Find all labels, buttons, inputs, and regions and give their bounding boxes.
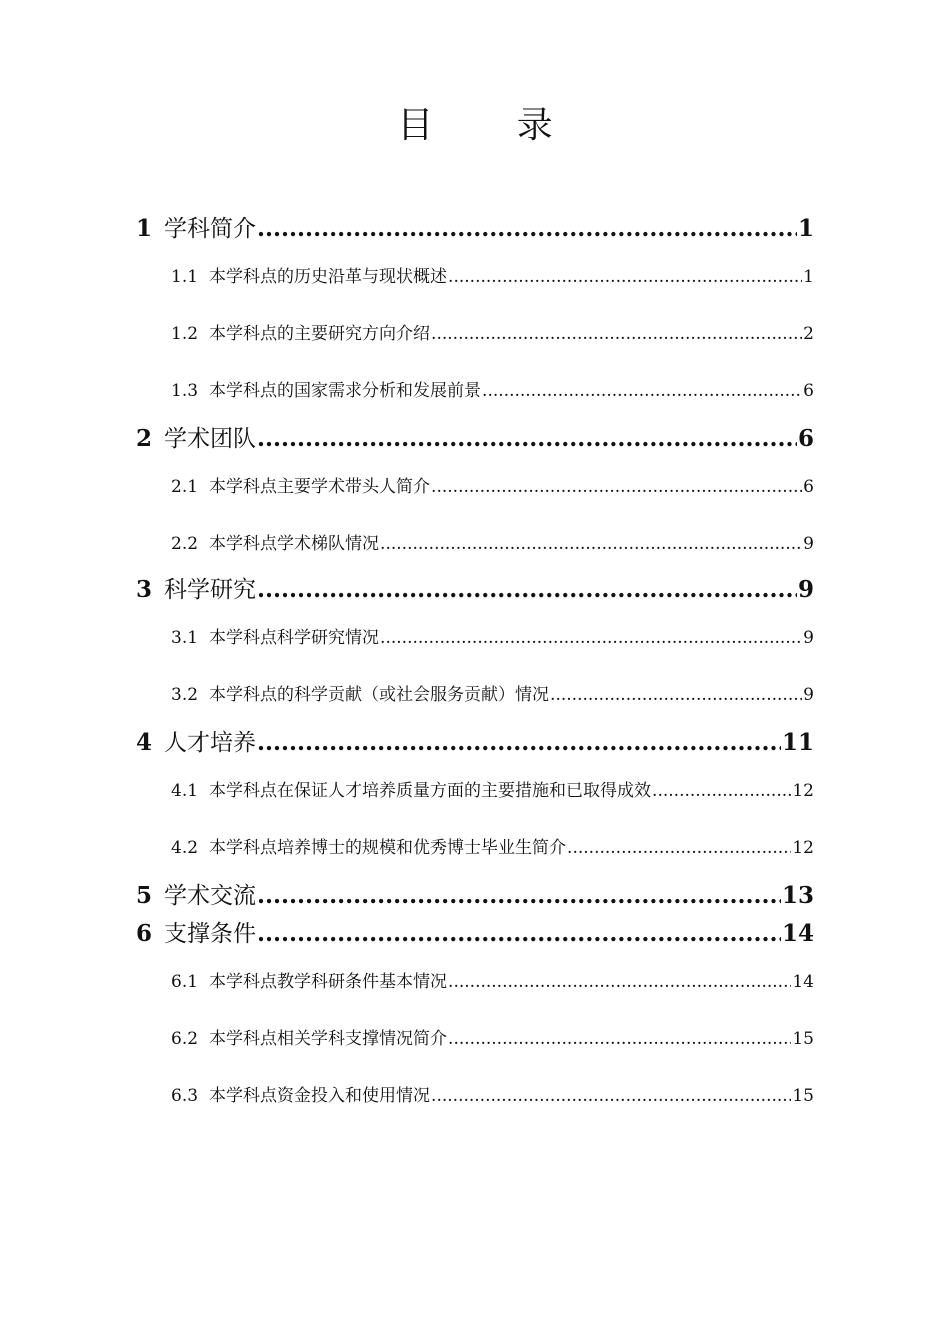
toc-number: 1.3 bbox=[171, 381, 199, 401]
toc-number: 3.2 bbox=[171, 685, 199, 705]
toc-text: 本学科点学术梯队情况 bbox=[209, 534, 380, 554]
toc-page: 1 bbox=[803, 267, 814, 287]
toc-page: 9 bbox=[797, 576, 814, 603]
toc-entry-6-2[interactable] bbox=[171, 1024, 814, 1049]
toc-text: 本学科点相关学科支撑情况简介 bbox=[209, 1029, 448, 1049]
toc-page: 9 bbox=[803, 685, 814, 705]
toc-entry-4[interactable] bbox=[136, 724, 814, 757]
toc-number: 4.1 bbox=[171, 781, 199, 801]
toc-number: 2.1 bbox=[171, 477, 199, 497]
toc-page: 6 bbox=[797, 425, 814, 452]
toc-leader bbox=[550, 685, 802, 705]
toc-leader bbox=[448, 1029, 791, 1049]
toc-page: 13 bbox=[781, 882, 814, 909]
toc-number: 5 bbox=[136, 882, 153, 909]
toc-entry-1-1[interactable] bbox=[171, 262, 814, 287]
toc-leader bbox=[257, 882, 781, 909]
toc-entry-3-1[interactable] bbox=[171, 623, 814, 648]
toc-number: 1 bbox=[136, 215, 153, 242]
toc-text: 本学科点的科学贡献（或社会服务贡献）情况 bbox=[209, 685, 550, 705]
toc-leader bbox=[431, 1086, 791, 1106]
toc-leader bbox=[482, 381, 802, 401]
toc-entry-4-2[interactable] bbox=[171, 833, 814, 858]
toc-page: 12 bbox=[792, 838, 814, 858]
toc-text: 本学科点主要学术带头人简介 bbox=[209, 477, 431, 497]
toc-entry-5[interactable] bbox=[136, 877, 814, 910]
toc-number: 6.2 bbox=[171, 1029, 199, 1049]
toc-entry-6[interactable] bbox=[136, 915, 814, 948]
toc-page: 6 bbox=[803, 477, 814, 497]
toc-leader bbox=[448, 267, 802, 287]
toc-leader bbox=[431, 324, 802, 344]
toc-page: 9 bbox=[803, 628, 814, 648]
toc-leader bbox=[567, 838, 791, 858]
toc-number: 2.2 bbox=[171, 534, 199, 554]
toc-leader bbox=[257, 425, 797, 452]
toc-number: 4.2 bbox=[171, 838, 199, 858]
toc-number: 3.1 bbox=[171, 628, 199, 648]
toc-number: 3 bbox=[136, 576, 153, 603]
toc-page: 2 bbox=[803, 324, 814, 344]
toc-entry-2-1[interactable] bbox=[171, 472, 814, 497]
toc-number: 1.1 bbox=[171, 267, 199, 287]
toc-page: 1 bbox=[797, 215, 814, 242]
toc-page: 15 bbox=[792, 1029, 814, 1049]
toc-text: 科学研究 bbox=[164, 577, 257, 603]
toc-number: 4 bbox=[136, 729, 153, 756]
toc-entry-2[interactable] bbox=[136, 420, 814, 453]
toc-number: 1.2 bbox=[171, 324, 199, 344]
toc-entry-6-1[interactable] bbox=[171, 967, 814, 992]
toc-text: 人才培养 bbox=[164, 730, 257, 756]
toc-leader bbox=[257, 920, 781, 947]
toc-leader bbox=[257, 215, 797, 242]
toc-entry-3[interactable] bbox=[136, 571, 814, 604]
toc-leader bbox=[431, 477, 802, 497]
toc-leader bbox=[257, 576, 797, 603]
toc-entry-6-3[interactable] bbox=[171, 1081, 814, 1106]
toc-page: 9 bbox=[803, 534, 814, 554]
toc-text: 支撑条件 bbox=[164, 921, 257, 947]
toc-number: 6 bbox=[136, 920, 153, 947]
toc-entry-1-3[interactable] bbox=[171, 376, 814, 401]
toc-number: 6.3 bbox=[171, 1086, 199, 1106]
toc-text: 学术团队 bbox=[164, 426, 257, 452]
toc-text: 本学科点培养博士的规模和优秀博士毕业生简介 bbox=[209, 838, 567, 858]
toc-text: 本学科点资金投入和使用情况 bbox=[209, 1086, 431, 1106]
toc-entry-2-2[interactable] bbox=[171, 529, 814, 554]
toc-text: 学科简介 bbox=[164, 216, 257, 242]
toc-leader bbox=[257, 729, 781, 756]
toc-leader bbox=[448, 972, 791, 992]
toc-text: 本学科点的国家需求分析和发展前景 bbox=[209, 381, 482, 401]
toc-entry-1-2[interactable] bbox=[171, 319, 814, 344]
toc-number: 2 bbox=[136, 425, 153, 452]
toc-page: 11 bbox=[781, 729, 814, 756]
toc-leader bbox=[380, 534, 802, 554]
toc-page: 14 bbox=[781, 920, 814, 947]
toc-page: 12 bbox=[792, 781, 814, 801]
toc-text: 本学科点在保证人才培养质量方面的主要措施和已取得成效 bbox=[209, 781, 652, 801]
toc-text: 本学科点科学研究情况 bbox=[209, 628, 380, 648]
toc-page: 14 bbox=[792, 972, 814, 992]
toc-leader bbox=[380, 628, 802, 648]
toc-entry-1[interactable] bbox=[136, 210, 814, 243]
toc-entry-3-2[interactable] bbox=[171, 680, 814, 705]
toc-entry-4-1[interactable] bbox=[171, 776, 814, 801]
toc-leader bbox=[652, 781, 791, 801]
toc-text: 本学科点的历史沿革与现状概述 bbox=[209, 267, 448, 287]
page-title: 目 录 bbox=[397, 105, 589, 146]
toc-text: 学术交流 bbox=[164, 883, 257, 909]
toc-number: 6.1 bbox=[171, 972, 199, 992]
toc-page: 6 bbox=[803, 381, 814, 401]
toc-text: 本学科点教学科研条件基本情况 bbox=[209, 972, 448, 992]
toc-text: 本学科点的主要研究方向介绍 bbox=[209, 324, 431, 344]
toc-page: 15 bbox=[792, 1086, 814, 1106]
